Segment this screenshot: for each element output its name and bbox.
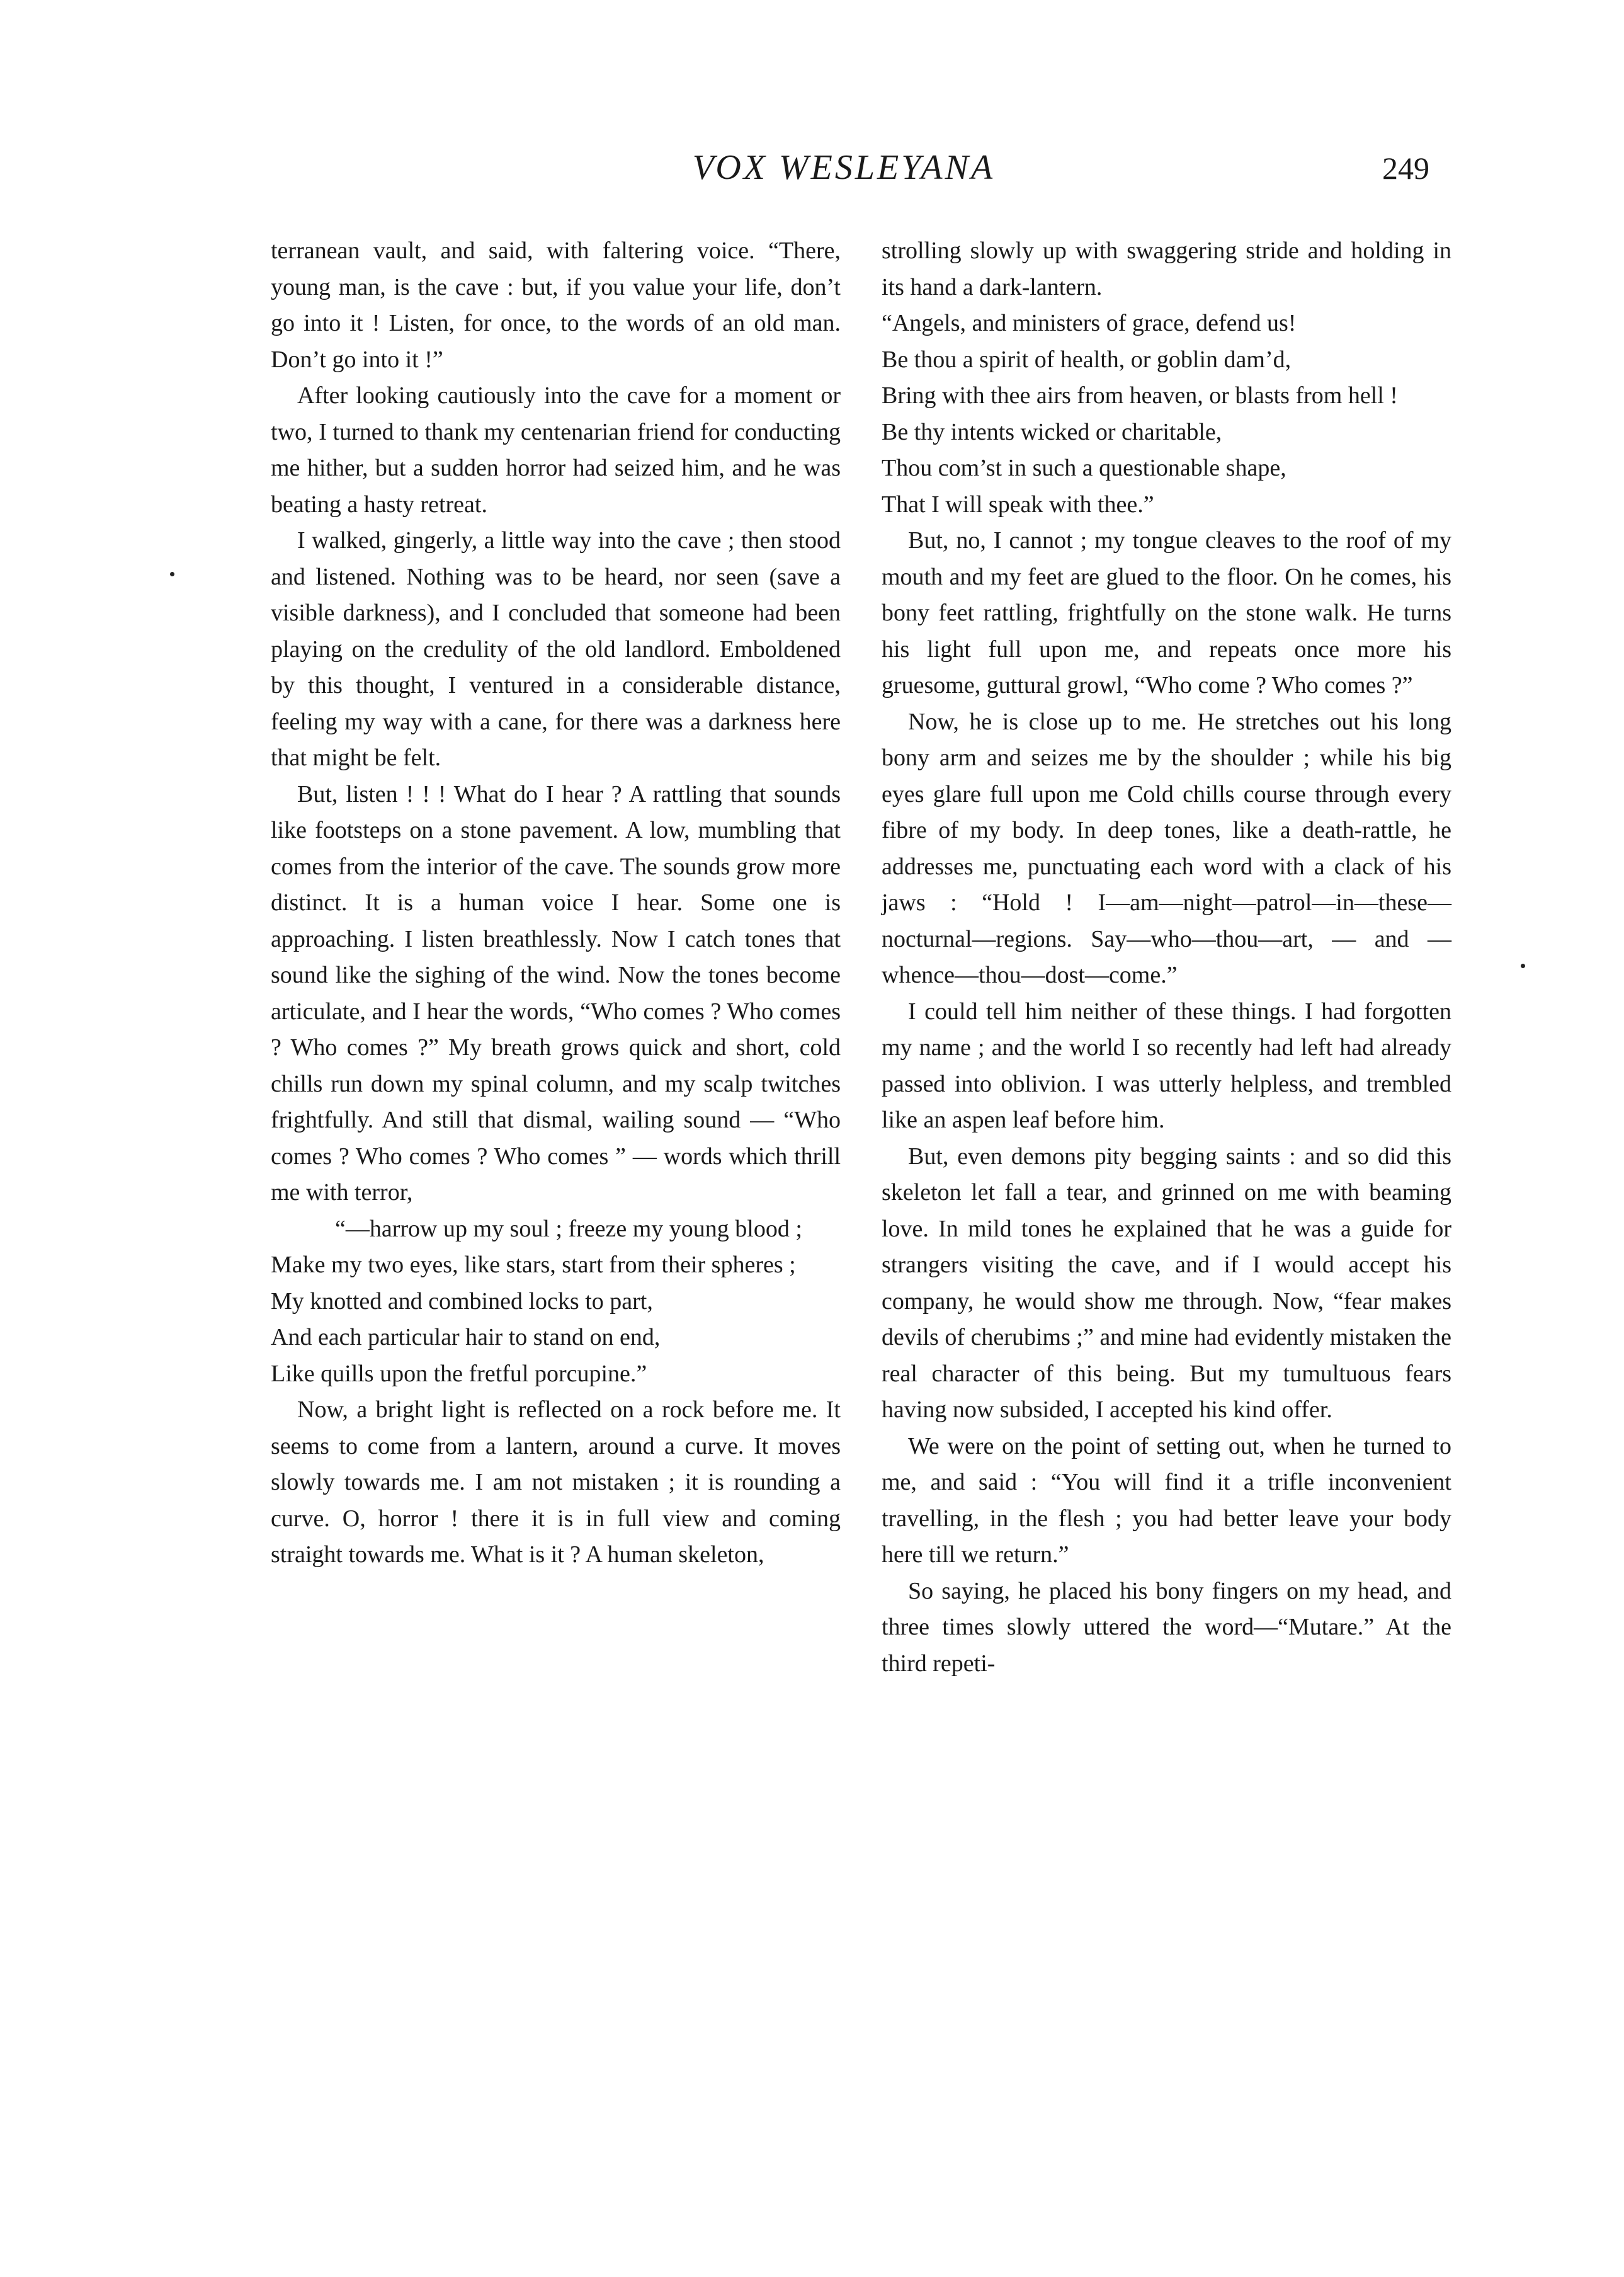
verse-line: Be thou a spirit of health, or goblin dam’d, [882, 346, 1292, 373]
verse-line: Thou com’st in such a questionable shape, [882, 455, 1286, 481]
page-number: 249 [1382, 151, 1429, 186]
paragraph: So saying, he placed his bony fingers on my head, and three times slowly uttered the word—“Mutare.” At the third repeti- [882, 1577, 1451, 1677]
print-speck [170, 572, 174, 576]
paragraph: But, no, I cannot ; my tongue cleaves to the roof of my mouth and my feet are glued to the floor. On he comes, his bony feet rattling, frightfully on the stone walk. He turns his light full upon me, and repeats once more his gruesome, guttural growl, “Who come ? Who comes ?” [882, 527, 1451, 699]
paragraph: After looking cautiously into the cave for a moment or two, I turned to thank my centenarian friend for conducting me hither, but a sudden horror had seized him, and he was beating a hasty retreat. [271, 382, 841, 518]
verse-line: “—harrow up my soul ; freeze my young blood ; [335, 1215, 802, 1242]
paragraph: Now, a bright light is reflected on a rock before me. It seems to come from a lantern, around a curve. It moves slowly towards me. I am not mistaken ; it is rounding a curve. O, horror ! there it is in full view and coming straight towards me. What is it ? A human skeleton, [271, 1396, 841, 1568]
right-column [882, 233, 1451, 1682]
left-column [271, 233, 841, 1573]
paragraph: I could tell him neither of these things. I had forgotten my name ; and the world I so recently had left had already passed into oblivion. I was utterly helpless, and trembled like an aspen leaf before him. [882, 998, 1451, 1133]
verse-line: “Angels, and ministers of grace, defend us! [882, 310, 1297, 336]
print-speck [1521, 964, 1525, 968]
verse-quote [271, 1211, 841, 1393]
paragraph: I walked, gingerly, a little way into the cave ; then stood and listened. Nothing was to be heard, nor seen (save a visible darkness), and I concluded that someone had been playing on the credulity of the old landlord. Emboldened by this thought, I ventured in a considerable distance, feeling my way with a cane, for there was a darkness here that might be felt. [271, 527, 841, 771]
paragraph: We were on the point of setting out, when he turned to me, and said : “You will find it a trifle inconvenient travelling, in the flesh ; you had better leave your body here till we return.” [882, 1432, 1451, 1568]
verse-line: Make my two eyes, like stars, start from their spheres ; [271, 1252, 796, 1278]
verse-line: Bring with thee airs from heaven, or blasts from hell ! [882, 382, 1398, 409]
paragraph: But, even demons pity begging saints : and so did this skeleton let fall a tear, and grinned on me with beaming love. In mild tones he explained that he was a guide for strangers visiting the cave, and if I would accept his company, he would show me through. Now, “fear makes devils of cherubims ;” and mine had evidently mistaken the real character of this being. But my tumultuous fears having now subsided, I accepted his kind offer. [882, 1143, 1451, 1423]
running-title: VOX WESLEYANA [692, 148, 996, 187]
verse-line: My knotted and combined locks to part, [271, 1287, 653, 1315]
verse-line: And each particular hair to stand on end, [271, 1324, 661, 1350]
paragraph: strolling slowly up with swaggering stride and holding in its hand a dark-lantern. [882, 237, 1451, 300]
verse-quote [882, 305, 1451, 523]
verse-line: Like quills upon the fretful porcupine.” [271, 1360, 647, 1387]
verse-line: That I will speak with thee.” [882, 491, 1154, 518]
paragraph: Now, he is close up to me. He stretches out his long bony arm and seizes me by the shoulder ; while his big eyes glare full upon me Cold chills course through every fibre of my body. In deep tones, like a death-rattle, he addresses me, punctuating each word with a clack of his jaws : “Hold ! I—am—night—patrol—in—these—nocturnal—regions. Say—who—thou—art, — and —whence—thou—dost—come.” [882, 708, 1451, 988]
paragraph: But, listen ! ! ! What do I hear ? A rattling that sounds like footsteps on a stone pavement. A low, mumbling that comes from the interior of the cave. The sounds grow more distinct. It is a human voice I hear. Some one is approaching. I listen breathlessly. Now I catch tones that sound like the sighing of the wind. Now the tones become articulate, and I hear the words, “Who comes ? Who comes ? Who comes ?” My breath grows quick and short, cold chills run down my spinal column, and my scalp twitches frightfully. And still that dismal, wailing sound — “Who comes ? Who comes ? Who comes ” — words which thrill me with terror, [271, 780, 841, 1206]
verse-line: Be thy intents wicked or charitable, [882, 418, 1222, 445]
paragraph: terranean vault, and said, with faltering voice. “There, young man, is the cave : but, if you value your life, don’t go into it ! Listen, for once, to the words of an old man. Don’t go into it !” [271, 237, 841, 373]
